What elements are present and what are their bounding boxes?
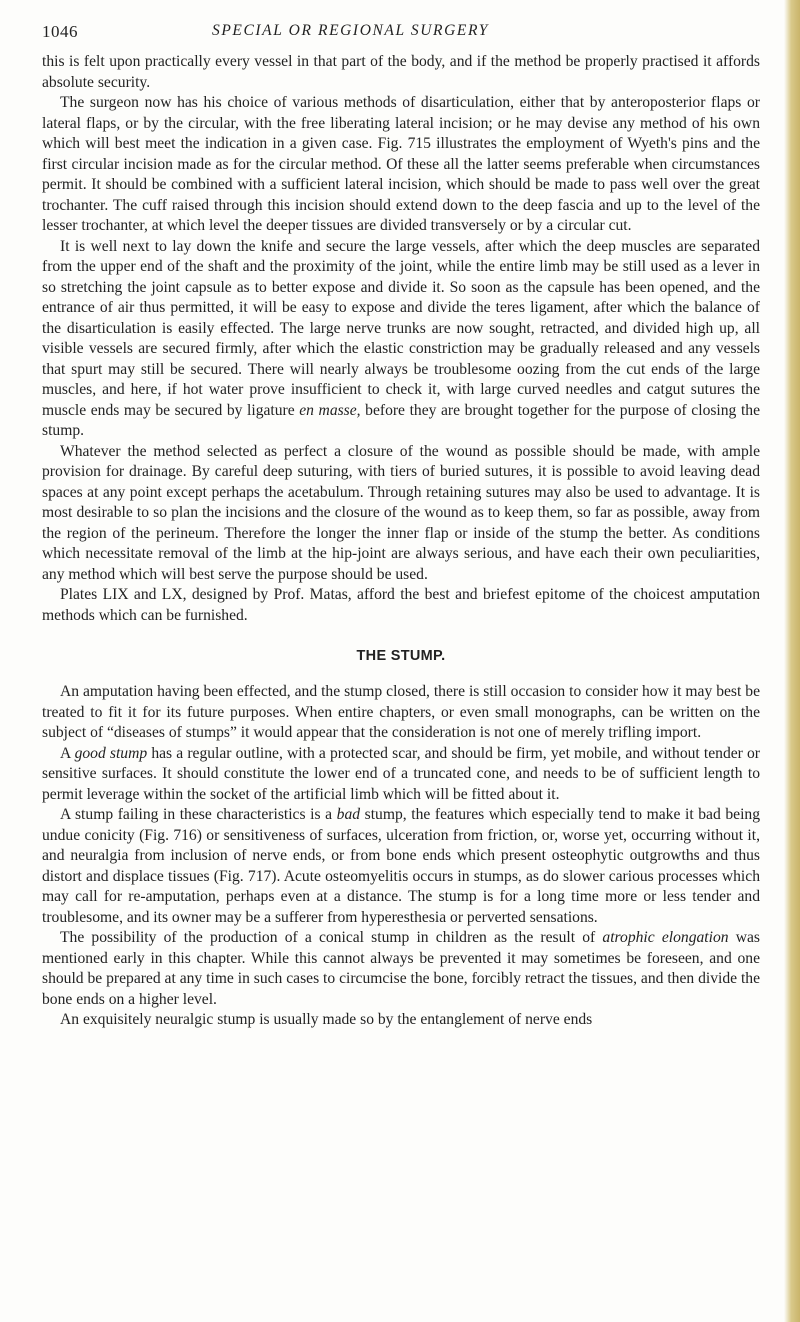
italic-phrase: en masse, [299, 401, 361, 419]
italic-phrase: good stump [74, 744, 148, 762]
page-body [42, 52, 760, 1031]
section-heading: THE STUMP. [356, 648, 446, 664]
paragraph: An amputation having been effected, and the stump closed, there is still occasion to consider how it may best be treated to fit it for its future purposes. When entire chapters, or even small monographs, can be written on the subject of “diseases of stumps” it would appear that the consideration is not one of merely trifling import. [42, 683, 760, 741]
running-head: SPECIAL OR REGIONAL SURGERY [212, 22, 489, 39]
paragraph-text: A stump failing in these characteristics is a [60, 806, 337, 823]
page-number: 1046 [42, 22, 78, 41]
paragraph: this is felt upon practically every vessel in that part of the body, and if the method be properly practised it affords absolute security. [42, 53, 760, 91]
paragraph-text: stump, the features which especially tend to make it bad being undue conicity (Fig. 716) or sensitiveness of surfaces, ulceration from friction, or, worse yet, occurring without it, and neuralgia from inclusion of nerve ends, or from bone ends which present osteophytic outgrowths and thus distort and displace tissues (Fig. 717). Acute osteomyelitis occurs in stumps, as do slower carious processes which may call for re-amputation, perhaps even at a distance. The stump is for a long time more or less tender and troublesome, and its owner may be a sufferer from hyperesthesia or perverted sensations. [42, 806, 760, 926]
italic-phrase: bad [336, 806, 361, 823]
paragraph-text: before they are brought together for the purpose of closing the stump. [42, 401, 760, 439]
paragraph-text: was mentioned early in this chapter. While this cannot always be prevented it may sometimes be foreseen, and one should be prepared at any time in such cases to circumcise the bone, forcibly retract the tissues, and then divide the bone ends on a higher level. [42, 929, 760, 1008]
paragraph [42, 805, 760, 928]
paragraph [42, 744, 760, 806]
paragraph [42, 237, 760, 442]
paragraph: An exquisitely neuralgic stump is usually made so by the entanglement of nerve ends [60, 1011, 593, 1028]
page-header [42, 22, 762, 44]
paragraph-text: It is well next to lay down the knife and secure the large vessels, after which the deep muscles are separated from the upper end of the shaft and the proximity of the joint, while the entire limb may be still used as a lever in so stretching the joint capsule as to better expose and divide it. So soon as the capsule has been opened, and the entrance of air thus permitted, it will be easy to expose and divide the teres ligament, after which the balance of the disarticulation is easily effected. The large nerve trunks are now sought, retracted, and divided high up, all visible vessels are secured firmly, after which the elastic constriction may be gradually released and any vessels that spurt may still be secured. There will nearly always be troublesome oozing from the cut ends of the large muscles, and here, if hot water prove insufficient to check it, with large curved needles and catgut sutures the muscle ends may be secured by ligature [42, 237, 760, 419]
paragraph: Whatever the method selected as perfect a closure of the wound as possible should be made, with ample provision for drainage. By careful deep suturing, with tiers of buried sutures, it is possible to avoid leaving dead spaces at any point except perhaps the acetabulum. Through retaining sutures may also be used to advantage. It is most desirable to so plan the incisions and the closure of the wound as to keep them, so far as possible, away from the region of the perineum. Therefore the longer the inner flap or inside of the stump the better. As conditions which necessitate removal of the limb at the hip-joint are always serious, and have each their own peculiarities, any method which will best serve the purpose should be used. [42, 442, 760, 583]
italic-phrase: atrophic elongation [602, 929, 729, 946]
paragraph: Plates LIX and LX, designed by Prof. Matas, afford the best and briefest epitome of the choicest amputation methods which can be furnished. [42, 586, 760, 624]
paragraph-text: has a regular outline, with a protected scar, and should be firm, yet mobile, and without tender or sensitive surfaces. It should constitute the lower end of a truncated cone, and needs to be of sufficient length to permit leverage within the socket of the artificial limb which will be fitted about it. [42, 744, 761, 803]
paragraph-text: The possibility of the production of a conical stump in children as the result of [60, 929, 603, 946]
paragraph: The surgeon now has his choice of various methods of disarticulation, either that by anteroposterior flaps or lateral flaps, or by the circular, with the free liberating lateral incision; or he may devise any method of his own which will best meet the indication in a given case. Fig. 715 illustrates the employment of Wyeth's pins and the first circular incision made as for the circular method. Of these all the latter seems preferable when circumstances permit. It should be combined with a sufficient lateral incision, which should be made to pass well over the great trochanter. The cuff raised through this incision should extend down to the deep fascia and up to the level of the lesser trochanter, at which level the deeper tissues are divided transversely or by a circular cut. [42, 94, 760, 234]
paragraph-text: A [60, 744, 75, 762]
page-edge-shading [784, 0, 800, 1322]
paragraph [42, 928, 760, 1010]
